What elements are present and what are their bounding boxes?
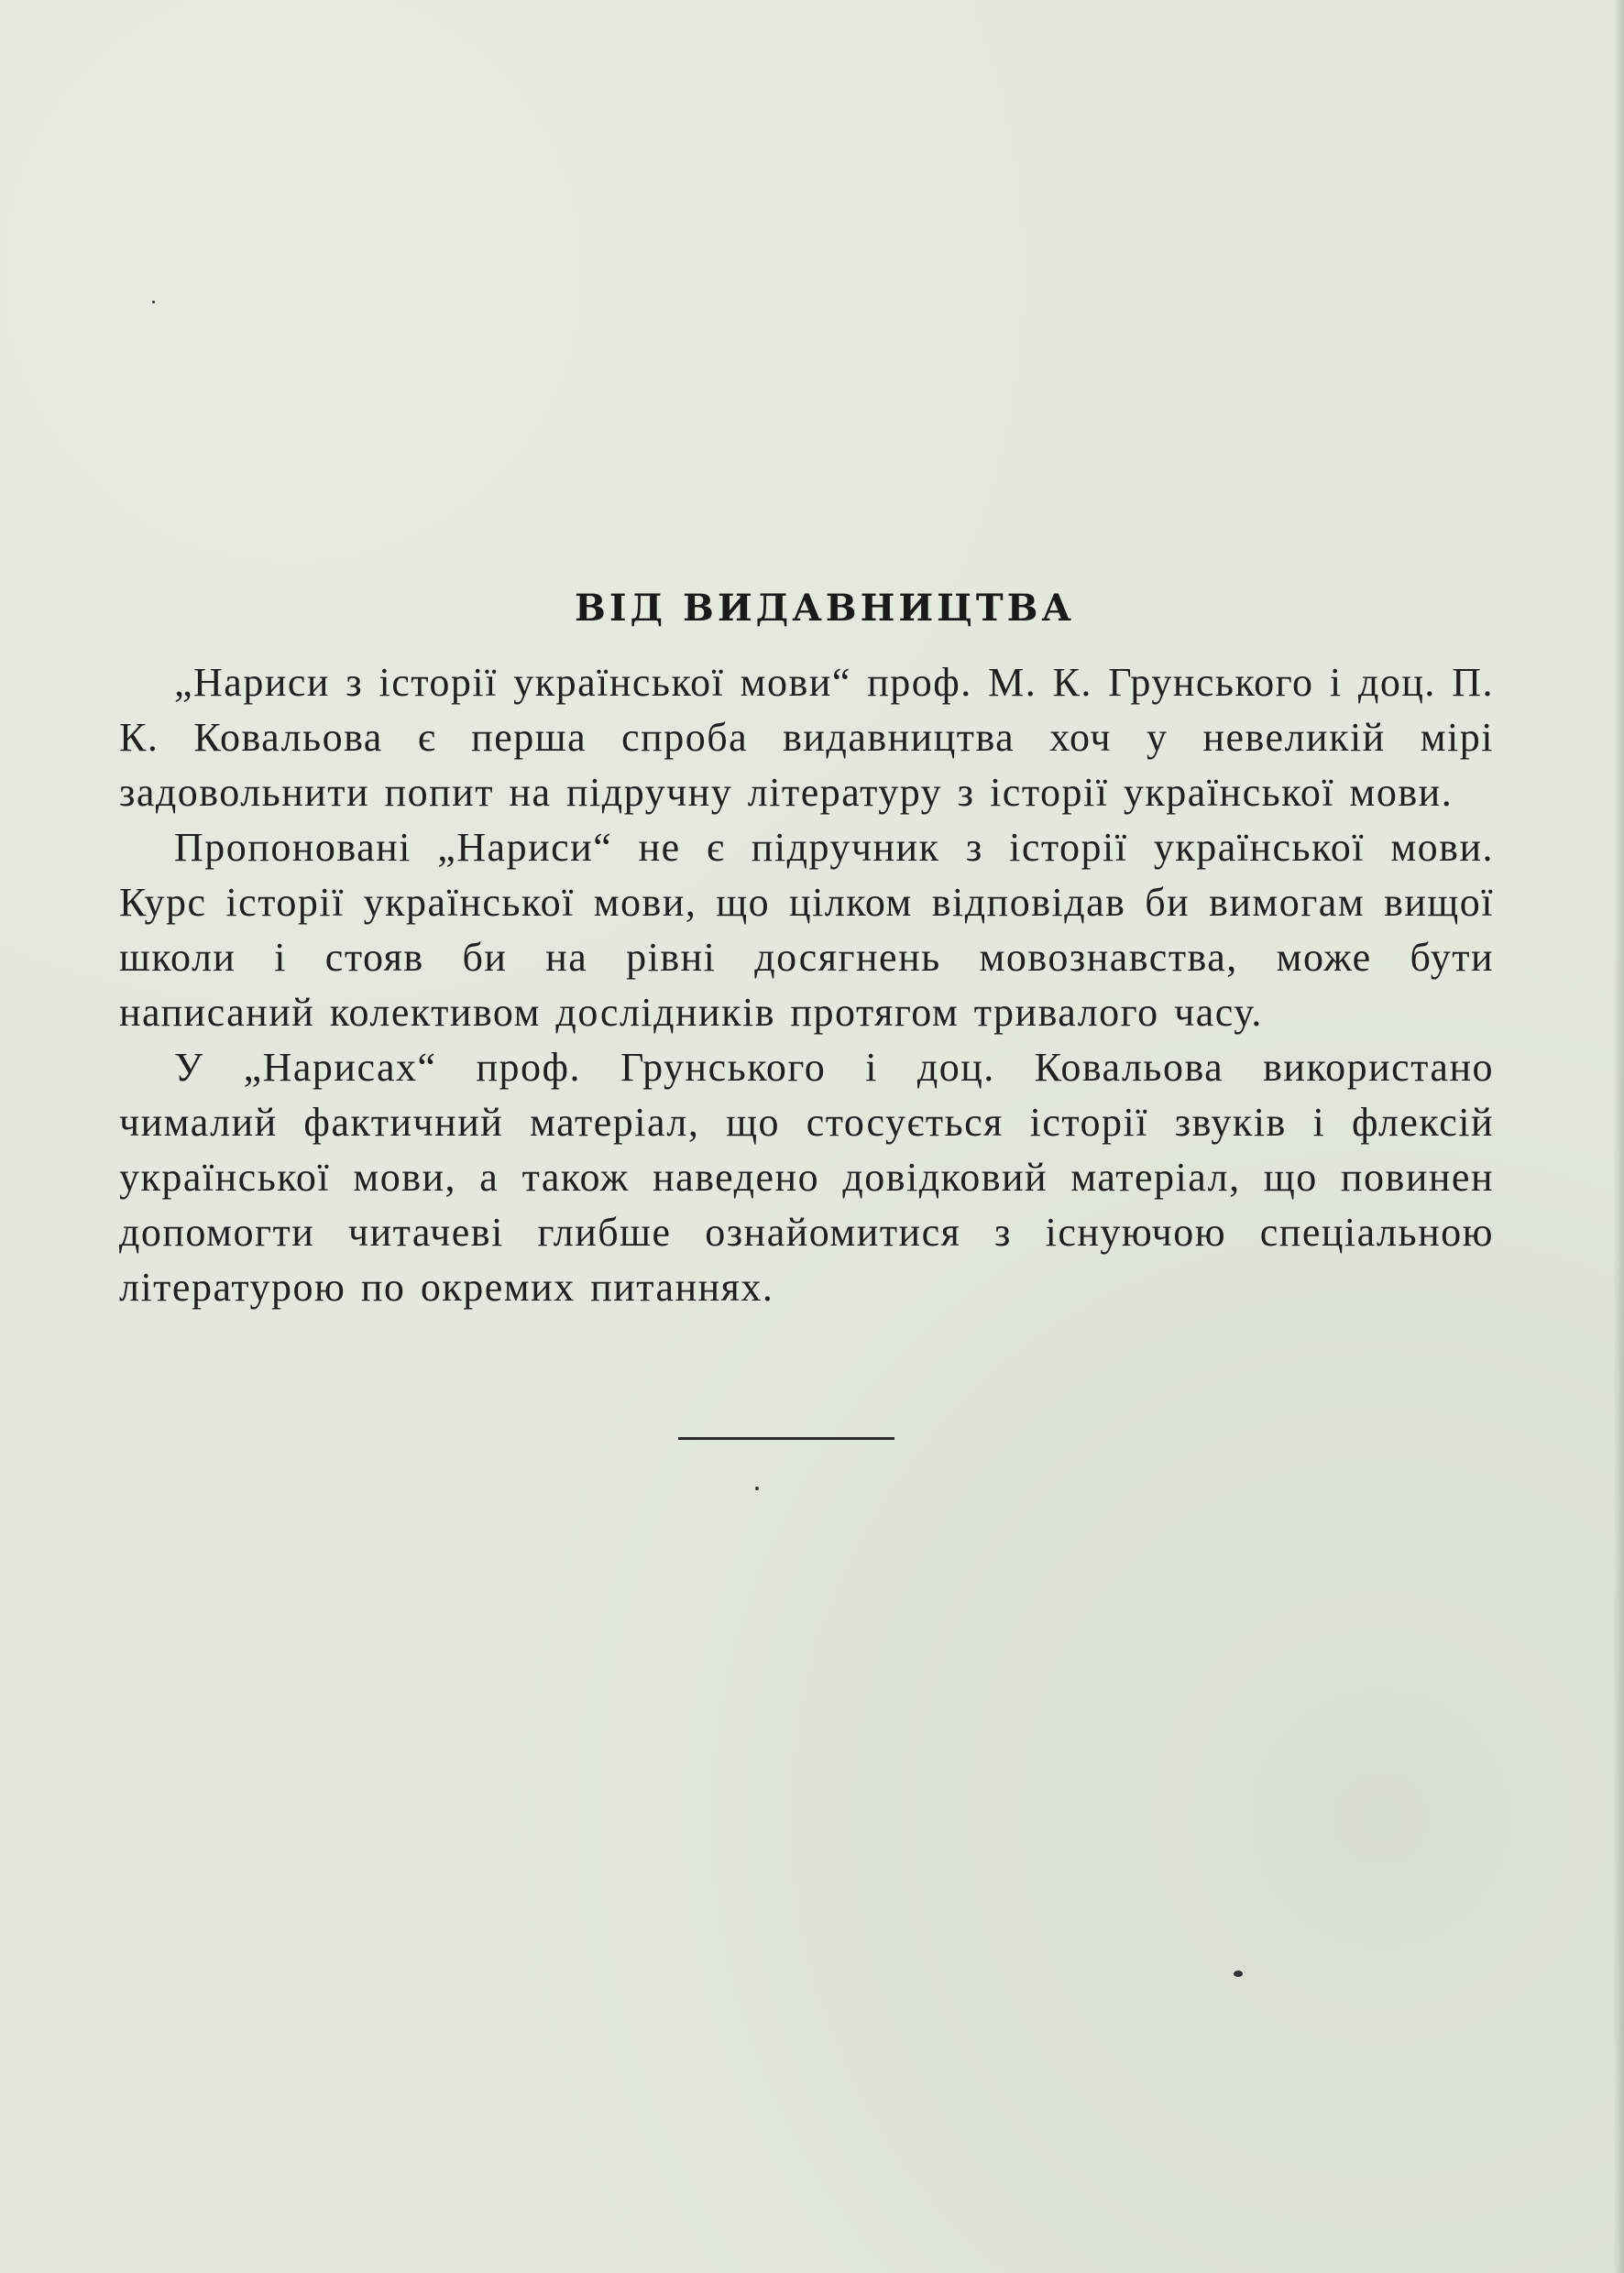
paper-speck bbox=[152, 301, 155, 303]
publisher-note bbox=[119, 587, 1494, 1315]
paragraph: У „Нарисах“ проф. Грунського і доц. Ковальова використано чималий фактичний матеріал, що стосується історії звуків і флексій української мови, а також наведено довідковий матеріал, що повинен допомогти читачеві глибше ознайомитися з існуючою спеціальною літературою по окремих питаннях. bbox=[119, 1045, 1494, 1310]
paper-speck bbox=[755, 1487, 759, 1490]
page-edge-shadow bbox=[1613, 0, 1624, 2273]
paragraph: Пропоновані „Нариси“ не є підручник з історії української мови. Курс історії української мови, що цілком відповідав би вимогам вищої школи і стояв би на рівні досягнень мовознавства, може бути написаний колективом дослідників протягом тривалого часу. bbox=[119, 825, 1494, 1035]
page-title: ВІД ВИДАВНИЦТВА bbox=[575, 587, 1075, 630]
paragraph: „Нариси з історії української мови“ проф. М. К. Грунського і доц. П. К. Ковальова є перша спроба видавництва хоч у невеликій мірі задовольнити попит на підручну літературу з історії української мови. bbox=[119, 660, 1494, 815]
section-divider bbox=[678, 1437, 894, 1440]
paper-speck bbox=[1234, 1971, 1243, 1977]
